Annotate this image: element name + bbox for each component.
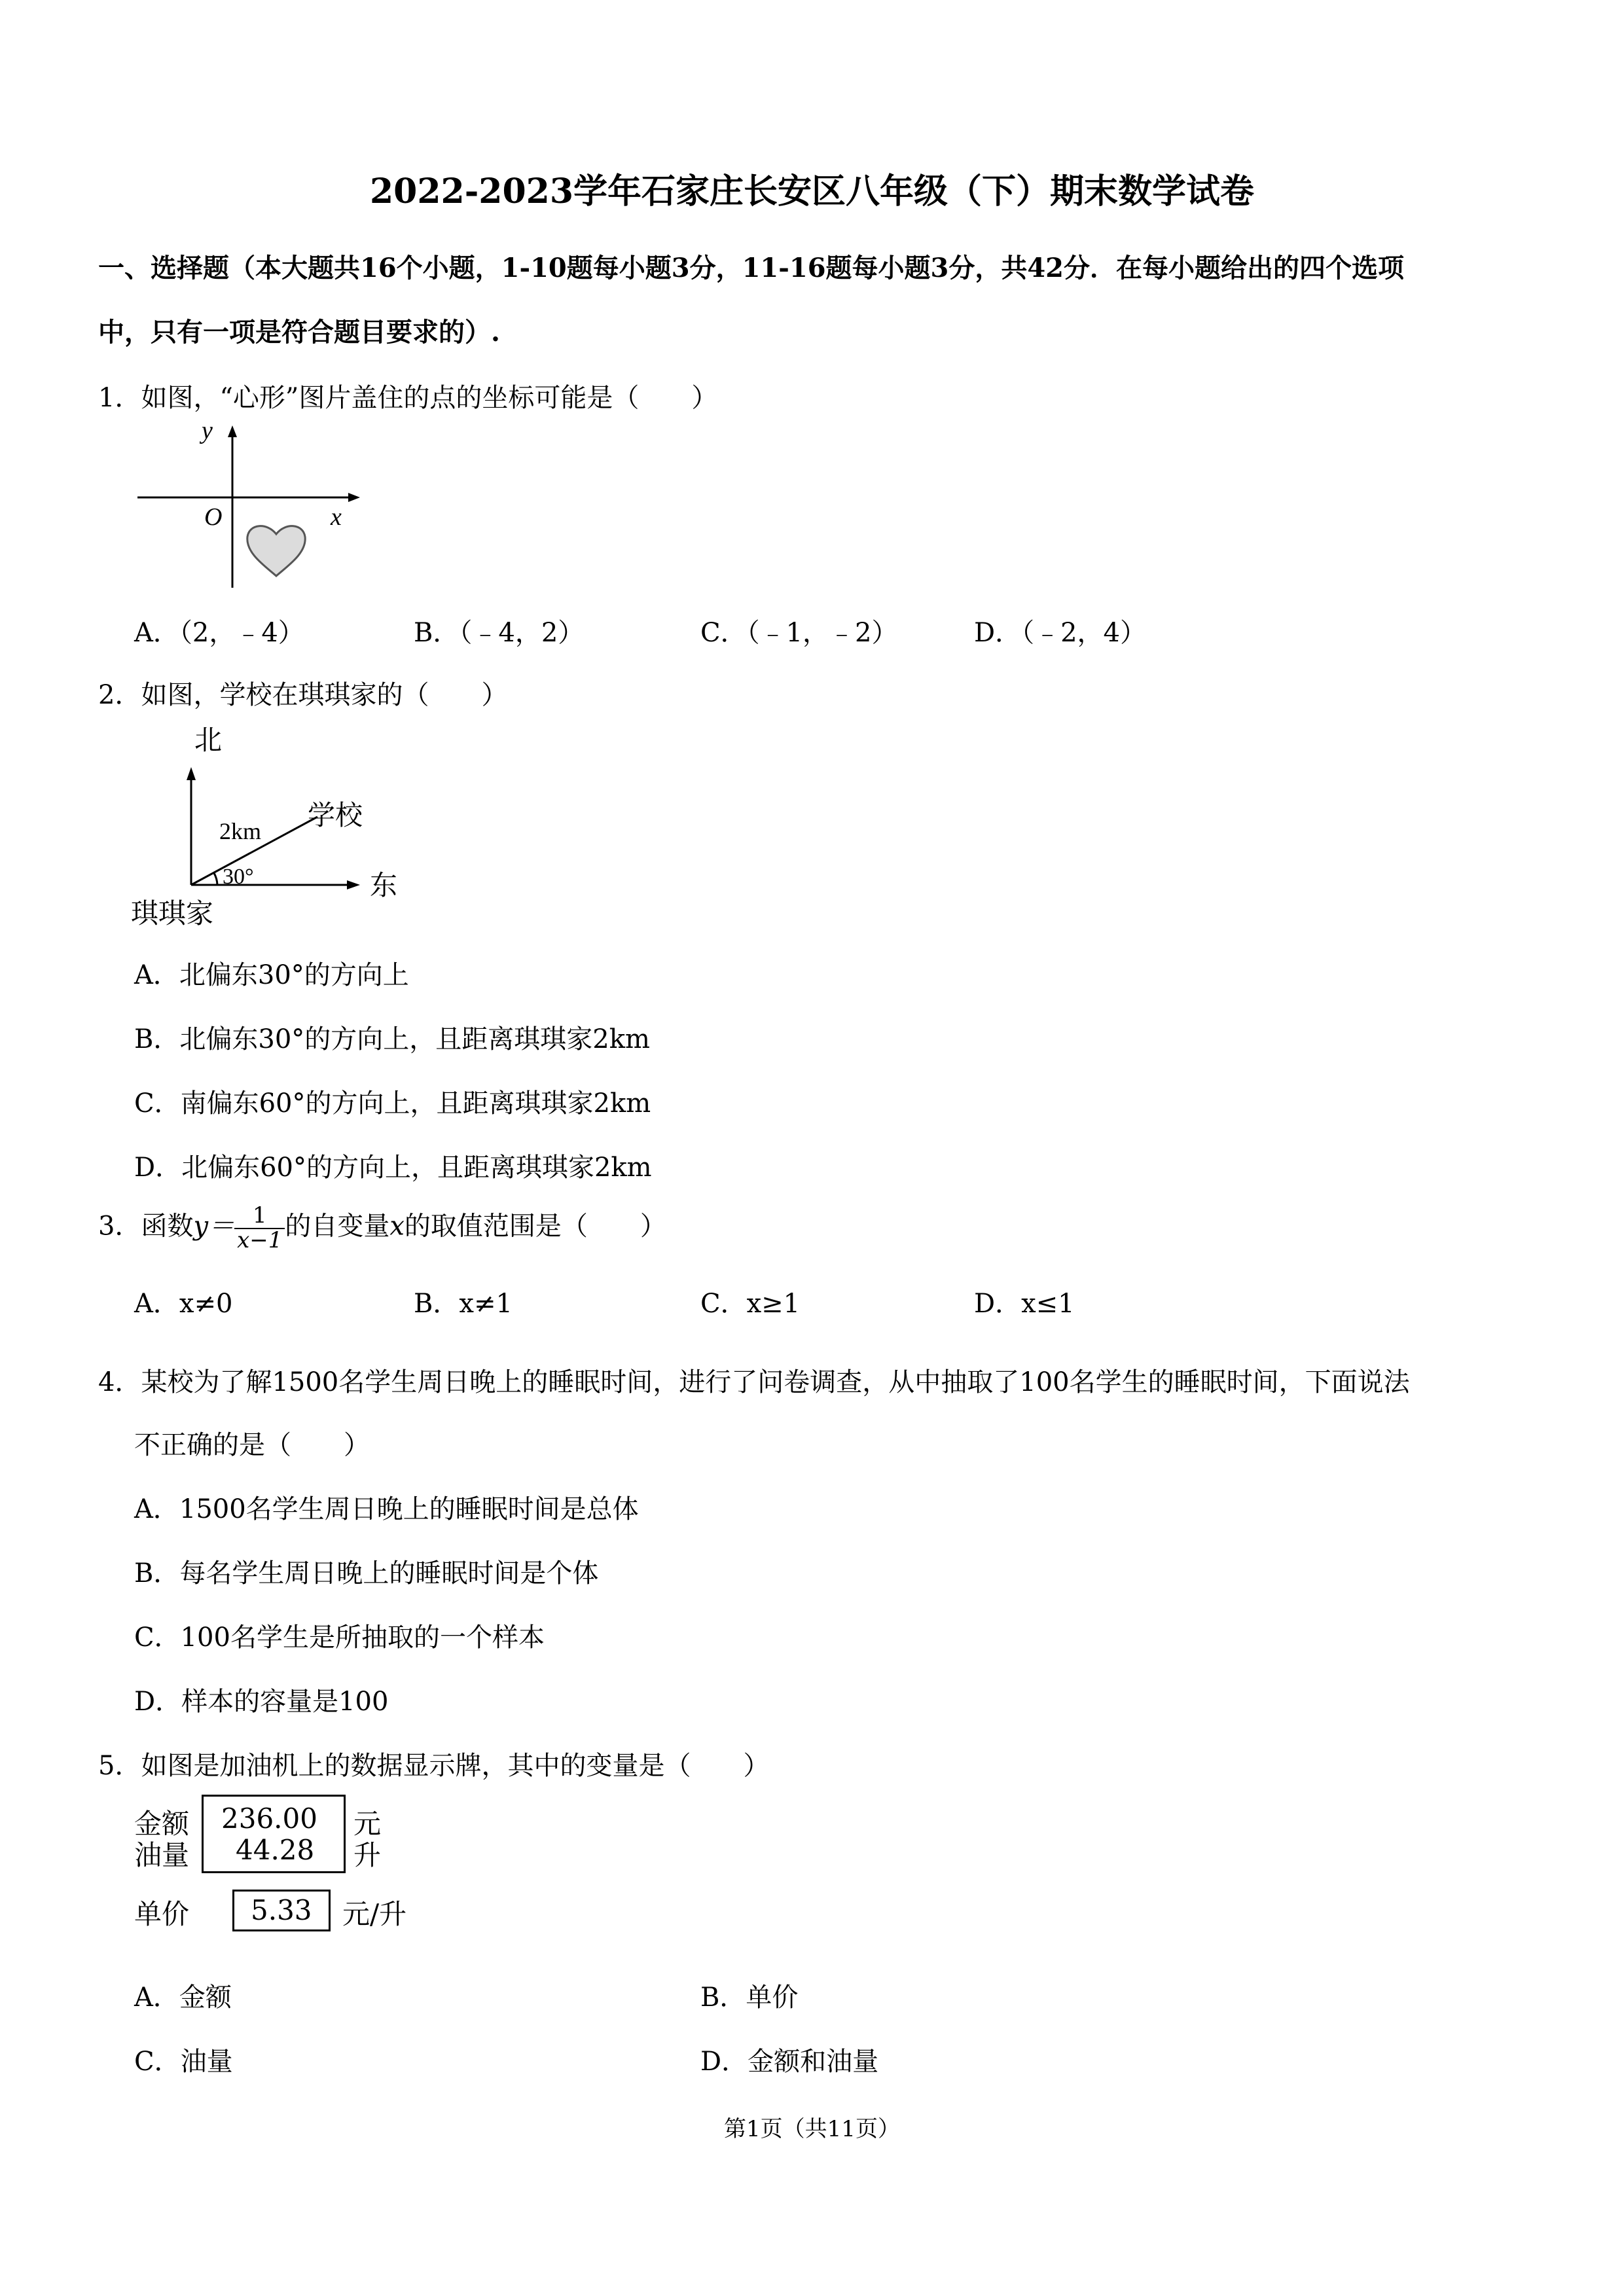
q3-option-d[interactable]: D．x≤1 [974, 1289, 1075, 1319]
q2-angle-label: 30° [223, 865, 254, 889]
q5-volume-unit: 升 [353, 1839, 382, 1871]
q4-option-a[interactable]: A．1500名学生周日晚上的睡眠时间是总体 [134, 1494, 639, 1524]
q3-fraction [234, 1204, 285, 1252]
q2-east-label: 东 [370, 869, 398, 901]
q3-option-a[interactable]: A．x≠0 [134, 1289, 233, 1319]
q5-volume-label: 油量 [134, 1839, 190, 1871]
q3-stem-prefix: 3．函数 [98, 1211, 194, 1242]
q1-option-d[interactable]: D．（﹣2，4） [974, 618, 1146, 648]
q4-stem-line2: 不正确的是（ ） [134, 1430, 370, 1460]
q1-option-c[interactable]: C．（﹣1，﹣2） [700, 618, 898, 648]
q4-option-b[interactable]: B．每名学生周日晚上的睡眠时间是个体 [134, 1558, 599, 1588]
q3-variable: x [389, 1211, 405, 1242]
q4-option-d[interactable]: D．样本的容量是100 [134, 1687, 389, 1717]
q2-stem: 2．如图，学校在琪琪家的（ ） [98, 680, 508, 710]
q1-coordinate-figure [131, 419, 367, 596]
q1-x-label: x [331, 503, 342, 531]
q5-volume-value: 44.28 [236, 1834, 315, 1866]
q1-option-b[interactable]: B．（﹣4，2） [414, 618, 585, 648]
q5-amount-unit: 元 [353, 1808, 382, 1840]
page-title: 2022-2023学年石家庄长安区八年级（下）期末数学试卷 [369, 171, 1255, 211]
q5-price-value: 5.33 [251, 1894, 312, 1926]
q1-stem: 1．如图，“心形”图片盖住的点的坐标可能是（ ） [98, 383, 718, 413]
q5-option-c[interactable]: C．油量 [134, 2047, 233, 2077]
q2-option-d[interactable]: D．北偏东60°的方向上，且距离琪琪家2km [134, 1153, 652, 1183]
q2-school-label: 学校 [308, 799, 363, 831]
q5-price-label: 单价 [134, 1898, 190, 1930]
q3-stem-middle: 的自变量 [285, 1211, 390, 1242]
q2-north-label: 北 [194, 726, 223, 756]
page-footer: 第1页（共11页） [724, 2116, 900, 2142]
q5-amount-value: 236.00 [221, 1803, 317, 1835]
q2-option-a[interactable]: A．北偏东30°的方向上 [134, 960, 409, 990]
q5-option-a[interactable]: A．金额 [134, 1982, 232, 2013]
q4-option-c[interactable]: C．100名学生是所抽取的一个样本 [134, 1623, 545, 1653]
q3-numerator: 1 [234, 1204, 285, 1229]
q5-option-d[interactable]: D．金额和油量 [700, 2047, 879, 2077]
q1-y-label: y [202, 419, 213, 444]
q5-fuel-display-figure [134, 1795, 461, 1939]
q3-denominator: x−1 [237, 1227, 283, 1253]
q2-home-label: 琪琪家 [131, 897, 214, 929]
q3-option-b[interactable]: B．x≠1 [414, 1289, 513, 1319]
q1-origin-label: O [204, 503, 223, 531]
q5-price-unit: 元/升 [342, 1898, 407, 1930]
q2-option-b[interactable]: B．北偏东30°的方向上，且距离琪琪家2km [134, 1024, 650, 1054]
q3-stem [98, 1204, 666, 1252]
q4-stem-line1: 4．某校为了解1500名学生周日晚上的睡眠时间，进行了问卷调查，从中抽取了100名学生的睡眠时间，下面说法 [98, 1367, 1410, 1397]
q2-option-c[interactable]: C．南偏东60°的方向上，且距离琪琪家2km [134, 1088, 651, 1119]
q5-stem: 5．如图是加油机上的数据显示牌，其中的变量是（ ） [98, 1751, 770, 1781]
q3-option-c[interactable]: C．x≥1 [700, 1289, 801, 1319]
q3-stem-suffix: 的取值范围是（ ） [404, 1211, 666, 1242]
q2-distance-label: 2km [219, 818, 262, 844]
q3-y-equals: y＝ [193, 1211, 235, 1242]
section-heading-line1: 一、选择题（本大题共16个小题，1-10题每小题3分，11-16题每小题3分，共42分．在每小题给出的四个选项 [98, 253, 1405, 283]
q2-direction-figure [131, 726, 406, 936]
q5-amount-label: 金额 [134, 1808, 190, 1840]
heart-icon [247, 526, 305, 576]
q1-option-a[interactable]: A．（2，﹣4） [134, 618, 304, 648]
section-heading-line2: 中，只有一项是符合题目要求的）. [98, 317, 500, 348]
q5-option-b[interactable]: B．单价 [700, 1982, 799, 2013]
